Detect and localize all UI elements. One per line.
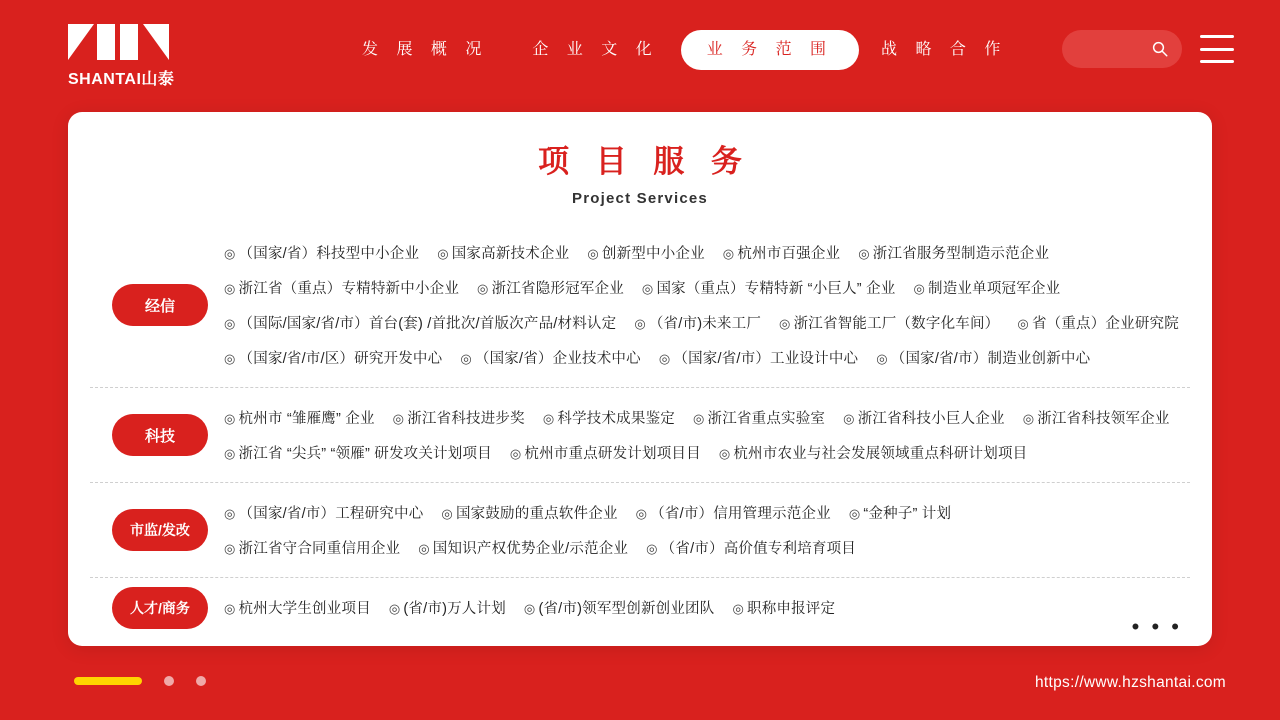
group-tag-jingxin[interactable]: 经信 xyxy=(112,284,208,326)
bullet-icon: ◎ xyxy=(1017,316,1029,331)
list-item[interactable]: ◎ 科学技术成果鉴定 xyxy=(542,411,675,427)
group-tag-rencai-shangwu[interactable]: 人才/商务 xyxy=(112,587,208,629)
list-item[interactable]: ◎ 浙江省守合同重信用企业 xyxy=(224,541,401,557)
bullet-icon: ◎ xyxy=(779,316,791,331)
logo-bar-2-icon xyxy=(120,24,138,60)
logo-bar-1-icon xyxy=(97,24,115,60)
pager-dot-3[interactable] xyxy=(196,676,206,686)
bullet-icon: ◎ xyxy=(224,506,236,521)
item-line xyxy=(224,305,1190,340)
item-line xyxy=(224,400,1190,435)
list-item[interactable]: ◎ 国家高新技术企业 xyxy=(437,246,570,262)
bullet-icon: ◎ xyxy=(1022,411,1035,426)
list-item[interactable]: ◎ （国家/省/市）工业设计中心 xyxy=(658,351,859,367)
bullet-icon: ◎ xyxy=(634,316,646,331)
bullet-icon: ◎ xyxy=(858,246,870,261)
carousel-pager xyxy=(74,676,206,686)
bullet-icon: ◎ xyxy=(437,246,449,261)
list-item[interactable]: ◎ （省/市）信用管理示范企业 xyxy=(635,506,831,522)
content-card xyxy=(68,112,1212,646)
nav-item-strategic-cooperation[interactable]: 战 略 合 作 xyxy=(881,41,1008,58)
bullet-icon: ◎ xyxy=(658,351,671,366)
list-item[interactable]: ◎ （国际/国家/省/市）首台(套) /首批次/首版次产品/材料认定 xyxy=(224,316,617,332)
pager-dot-2[interactable] xyxy=(164,676,174,686)
list-item[interactable]: ◎ 国知识产权优势企业/示范企业 xyxy=(418,541,629,557)
bullet-icon: ◎ xyxy=(843,411,855,426)
nav-item-culture[interactable]: 企 业 文 化 xyxy=(532,41,659,58)
menu-line-1 xyxy=(1200,35,1234,38)
list-item[interactable]: ◎ （国家/省）企业技术中心 xyxy=(460,351,641,367)
bullet-icon: ◎ xyxy=(460,351,472,366)
hamburger-menu-icon[interactable] xyxy=(1200,35,1234,63)
group-items xyxy=(220,578,1190,637)
list-item[interactable]: ◎ 杭州市百强企业 xyxy=(722,246,841,262)
service-group-row xyxy=(90,577,1190,637)
item-line xyxy=(224,590,1190,625)
list-item[interactable]: ◎ 浙江省 “尖兵” “领雁” 研发攻关计划项目 xyxy=(224,446,492,462)
logo-triangle-right-icon xyxy=(143,24,169,60)
bullet-icon: ◎ xyxy=(692,411,705,426)
list-item[interactable]: ◎ 国家（重点）专精特新 “小巨人” 企业 xyxy=(641,281,896,297)
list-item[interactable]: ◎ （省/市）高价值专利培育项目 xyxy=(646,541,856,557)
list-item[interactable]: ◎ 浙江省服务型制造示范企业 xyxy=(858,246,1050,262)
bullet-icon: ◎ xyxy=(224,351,236,366)
list-item[interactable]: ◎ 浙江省科技进步奖 xyxy=(392,411,525,427)
bullet-icon: ◎ xyxy=(224,541,236,556)
bullet-icon: ◎ xyxy=(441,506,453,521)
logo-triangle-left-icon xyxy=(68,24,94,60)
bullet-icon: ◎ xyxy=(224,446,236,461)
bullet-icon: ◎ xyxy=(718,446,731,461)
search-input[interactable] xyxy=(1062,30,1182,68)
nav-item-development[interactable]: 发 展 概 况 xyxy=(362,41,489,58)
pager-indicator-active[interactable] xyxy=(74,677,142,685)
menu-line-2 xyxy=(1200,48,1234,51)
logo[interactable] xyxy=(68,24,174,89)
list-item[interactable]: ◎ 杭州市重点研发计划项目目 xyxy=(509,446,701,462)
bullet-icon: ◎ xyxy=(509,446,522,461)
item-line xyxy=(224,495,1190,530)
list-item[interactable]: ◎ 创新型中小企业 xyxy=(587,246,705,262)
group-items xyxy=(220,388,1190,482)
bullet-icon: ◎ xyxy=(913,281,926,296)
list-item[interactable]: ◎ (省/市)领军型创新创业团队 xyxy=(523,601,715,617)
bullet-icon: ◎ xyxy=(587,246,599,261)
bullet-icon: ◎ xyxy=(224,281,236,296)
list-item[interactable]: ◎ 杭州市 “雏雁鹰” 企业 xyxy=(224,411,375,427)
page-title: 项 目 服 务 xyxy=(538,144,751,179)
main-nav xyxy=(340,0,1029,100)
search-icon xyxy=(1151,40,1169,58)
bullet-icon: ◎ xyxy=(224,411,236,426)
service-groups xyxy=(68,223,1212,637)
bullet-icon: ◎ xyxy=(477,281,489,296)
list-item[interactable]: ◎ 浙江省（重点）专精特新中小企业 xyxy=(224,281,460,297)
list-item[interactable]: ◎ 浙江省科技小巨人企业 xyxy=(843,411,1005,427)
list-item[interactable]: ◎ 职称申报评定 xyxy=(732,601,836,617)
bullet-icon: ◎ xyxy=(224,601,236,616)
bullet-icon: ◎ xyxy=(542,411,555,426)
bullet-icon: ◎ xyxy=(224,246,236,261)
item-line xyxy=(224,435,1190,470)
group-tag-keji[interactable]: 科技 xyxy=(112,414,208,456)
item-line xyxy=(224,340,1190,375)
nav-item-business-scope[interactable]: 业 务 范 围 xyxy=(681,30,859,70)
logo-mark xyxy=(68,24,174,60)
item-line xyxy=(224,270,1190,305)
list-item[interactable]: ◎ 浙江省重点实验室 xyxy=(692,411,826,427)
bullet-icon: ◎ xyxy=(722,246,735,261)
site-url: https://www.hzshantai.com xyxy=(1035,674,1226,691)
service-group-row xyxy=(90,387,1190,482)
list-item[interactable]: ◎ 浙江省隐形冠军企业 xyxy=(477,281,624,297)
list-item[interactable]: ◎ （国家/省）科技型中小企业 xyxy=(224,246,420,262)
site-header xyxy=(0,0,1280,100)
bullet-icon: ◎ xyxy=(388,601,401,616)
bullet-icon: ◎ xyxy=(641,281,654,296)
list-item[interactable]: ◎ （国家/省/市）制造业创新中心 xyxy=(876,351,1091,367)
list-item[interactable]: ◎ 浙江省智能工厂（数字化车间） xyxy=(779,316,1000,332)
more-button[interactable]: • • • xyxy=(1131,614,1182,639)
bullet-icon: ◎ xyxy=(418,541,430,556)
list-item[interactable]: ◎ 制造业单项冠军企业 xyxy=(913,281,1061,297)
group-items xyxy=(220,223,1190,387)
service-group-row xyxy=(90,482,1190,577)
bullet-icon: ◎ xyxy=(876,351,888,366)
page-subtitle: Project Services xyxy=(572,190,708,207)
list-item[interactable]: ◎ (省/市)万人计划 xyxy=(388,601,506,617)
menu-line-3 xyxy=(1200,60,1234,63)
service-group-row xyxy=(90,223,1190,387)
list-item[interactable]: ◎ 国家鼓励的重点软件企业 xyxy=(441,506,618,522)
logo-text: SHANTAI山泰 xyxy=(68,71,175,88)
item-line xyxy=(224,530,1190,565)
list-item[interactable]: ◎ 杭州大学生创业项目 xyxy=(224,601,371,617)
bullet-icon: ◎ xyxy=(732,601,744,616)
list-item[interactable]: ◎ 浙江省科技领军企业 xyxy=(1022,411,1170,427)
list-item[interactable]: ◎ （国家/省/市/区）研究开发中心 xyxy=(224,351,443,367)
list-item[interactable]: ◎ 杭州市农业与社会发展领域重点科研计划项目 xyxy=(718,446,1028,462)
list-item[interactable]: ◎ （省/市)未来工厂 xyxy=(634,316,762,332)
bullet-icon: ◎ xyxy=(224,316,236,331)
group-tag-shijian-fagai[interactable]: 市监/发改 xyxy=(112,509,208,551)
list-item[interactable]: ◎ “金种子” 计划 xyxy=(848,506,952,522)
bullet-icon: ◎ xyxy=(523,601,536,616)
bullet-icon: ◎ xyxy=(646,541,658,556)
list-item[interactable]: ◎ （国家/省/市）工程研究中心 xyxy=(224,506,424,522)
list-item[interactable]: ◎ 省（重点）企业研究院 xyxy=(1017,316,1179,332)
bullet-icon: ◎ xyxy=(392,411,405,426)
bullet-icon: ◎ xyxy=(848,506,861,521)
group-items xyxy=(220,483,1190,577)
bullet-icon: ◎ xyxy=(635,506,648,521)
item-line xyxy=(224,235,1190,270)
